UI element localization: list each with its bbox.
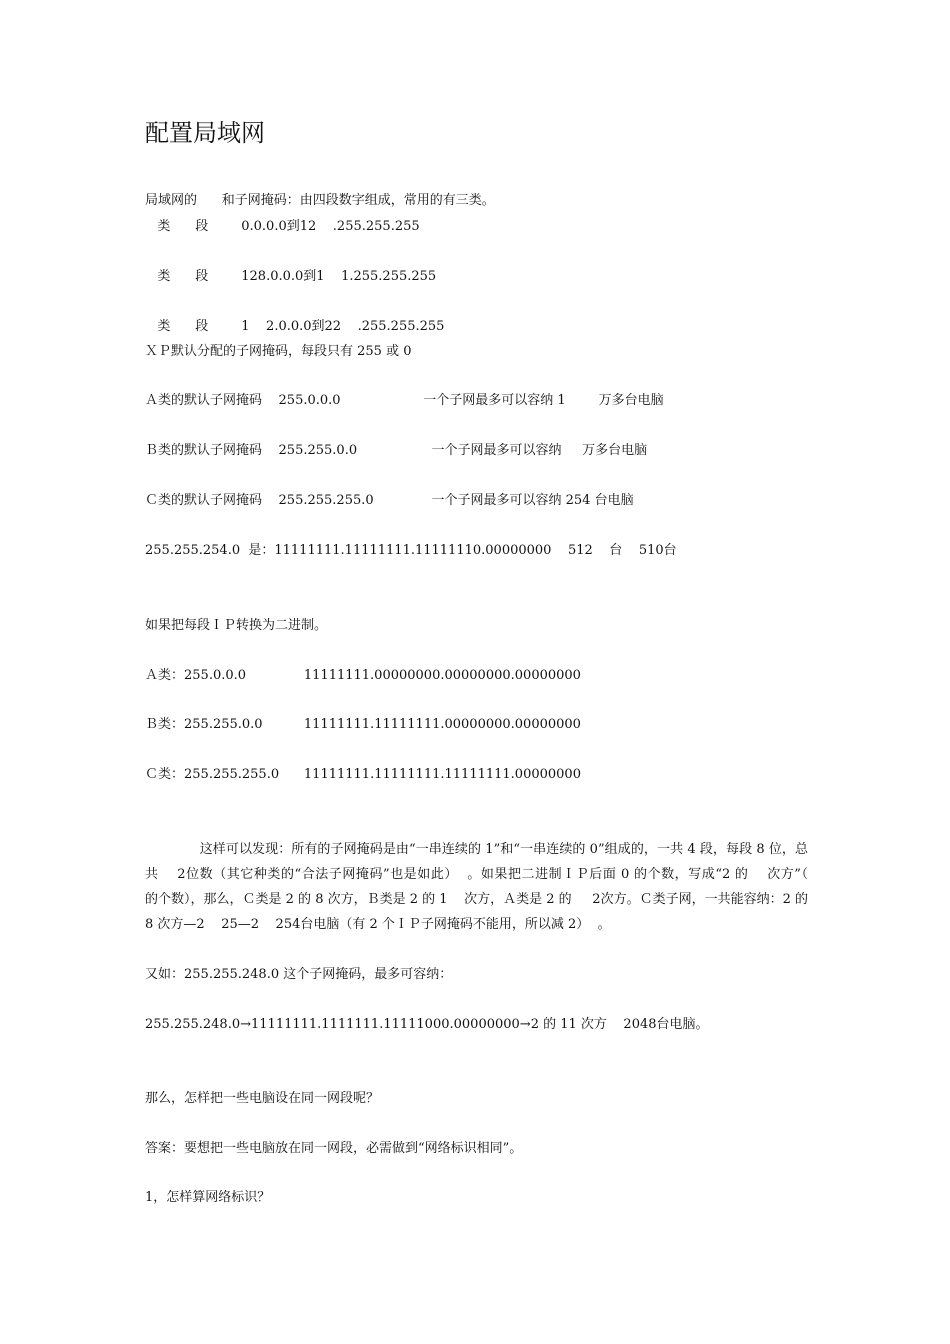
- mask-248-calculation: 255.255.248.0→11111111.1111111.11111000.00000000→2 的 11 次方 2048台电脑。: [145, 1017, 709, 1032]
- class-c-binary: Ｃ类：255.255.255.0 11111111.11111111.11111111.00000000: [145, 767, 581, 782]
- question-line: 那么，怎样把一些电脑设在同一网段呢？: [145, 1091, 380, 1106]
- class-b-default-mask: Ｂ类的默认子网掩码 255.255.0.0 一个子网最多可以容纳 万多台电脑: [145, 443, 648, 458]
- xp-default-mask: ＸＰ默认分配的子网掩码，每段只有 255 或 0: [145, 344, 412, 359]
- binary-intro: 如果把每段ＩＰ转换为二进制。: [145, 618, 328, 633]
- mask-254-example: 255.255.254.0 是：11111111.11111111.11111110.00000000 512 台 510台: [145, 543, 677, 558]
- class-a-range: 类 段 0.0.0.0到12 .255.255.255: [145, 219, 420, 234]
- page-title: 配置局域网: [145, 119, 265, 147]
- class-b-range: 类 段 128.0.0.0到1 1.255.255.255: [145, 269, 437, 284]
- answer-line: 答案：要想把一些电脑放在同一网段，必需做到“网络标识相同”。: [145, 1141, 523, 1156]
- class-b-binary: Ｂ类：255.255.0.0 11111111.11111111.00000000.00000000: [145, 717, 581, 732]
- class-a-default-mask: Ａ类的默认子网掩码 255.0.0.0 一个子网最多可以容纳 1 万多台电脑: [145, 393, 664, 408]
- class-c-default-mask: Ｃ类的默认子网掩码 255.255.255.0 一个子网最多可以容纳 254 台电脑: [145, 493, 634, 508]
- explanation-paragraph: 这样可以发现：所有的子网掩码是由“一串连续的 1”和“一串连续的 0”组成的，一共 4 段，每段 8 位，总共 2位数（其它种类的“合法子网掩码”也是如此） 。如果把二进制ＩＰ后面 0 的个数，写成“2 的 次方”（ 的个数），那么，Ｃ类是 2 的 8 次方，Ｂ类是 2 的 1 次方，Ａ类是 2 的 2次方。Ｃ类子网，一共能容纳：2 的 8 次方—2 25—2 254台电脑（有 2 个ＩＰ子网掩码不能用，所以减 2） 。: [145, 842, 833, 932]
- intro-line: 局域网的 和子网掩码：由四段数字组成，常用的有三类。: [145, 193, 495, 208]
- class-c-range: 类 段 1 2.0.0.0到22 .255.255.255: [145, 319, 445, 334]
- class-a-binary: Ａ类：255.0.0.0 11111111.00000000.00000000.00000000: [145, 668, 581, 683]
- another-example: 又如：255.255.248.0 这个子网掩码，最多可容纳：: [145, 967, 453, 982]
- section-heading-network-id: 1，怎样算网络标识？: [145, 1190, 271, 1205]
